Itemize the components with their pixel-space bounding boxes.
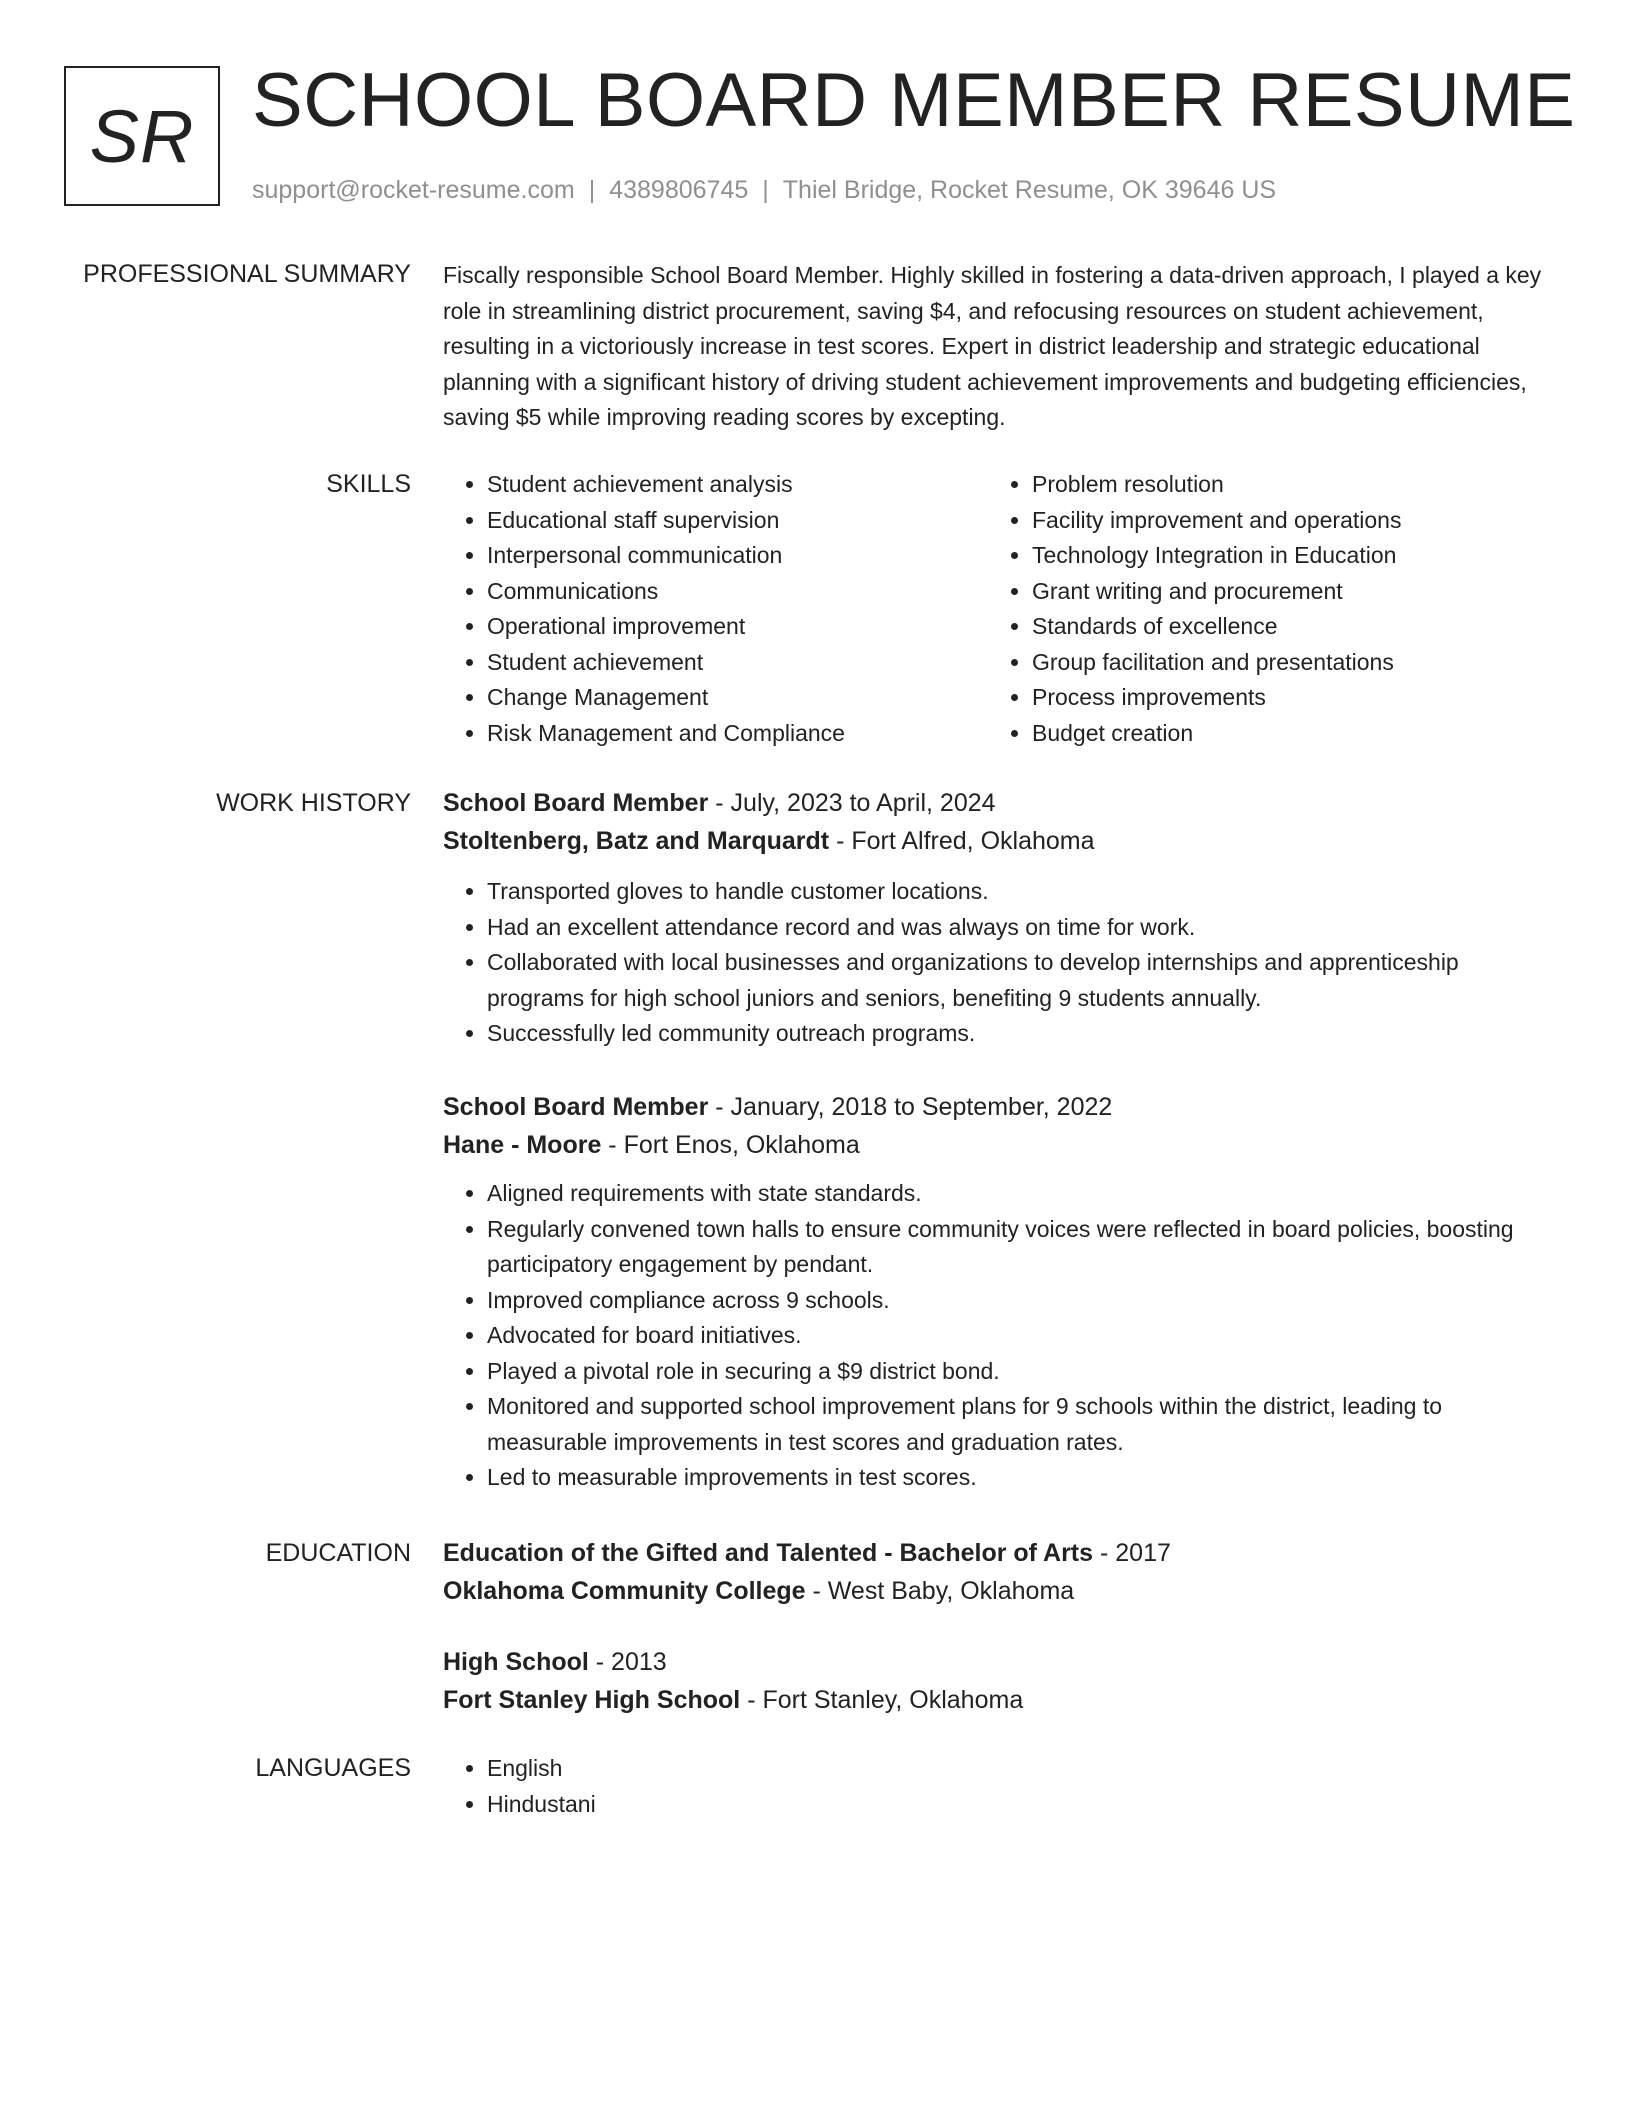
job-title-line: [443, 784, 1553, 822]
education-heading: EDUCATION: [265, 1539, 411, 1567]
skill-item: • Student achievement: [487, 645, 988, 681]
job-bullet: • Had an excellent attendance record and was always on time for work.: [487, 910, 1553, 946]
skill-item: • Change Management: [487, 680, 988, 716]
job-bullet: • Transported gloves to handle customer locations.: [487, 874, 1553, 910]
education-degree-line: [443, 1643, 1553, 1681]
job-bullets: [443, 1176, 1553, 1496]
job-company-line: [443, 822, 1553, 860]
job-bullet: • Monitored and supported school improvement plans for 9 schools within the district, leading to measurable improvements in test scores and graduation rates.: [487, 1389, 1553, 1460]
skill-item: • Standards of excellence: [1032, 609, 1533, 645]
education-degree: Education of the Gifted and Talented - Bachelor of Arts: [443, 1539, 1094, 1567]
skills-list-right: [988, 467, 1533, 751]
contact-address: Thiel Bridge, Rocket Resume, OK 39646 US: [782, 176, 1277, 204]
skill-item: • Educational staff supervision: [487, 503, 988, 539]
contact-line: [252, 174, 1276, 206]
job-bullet: • Advocated for board initiatives.: [487, 1318, 1553, 1354]
education-entry: [443, 1534, 1553, 1610]
job-dates: - January, 2018 to September, 2022: [708, 1093, 1113, 1121]
skill-item: • Process improvements: [1032, 680, 1533, 716]
education-location: - West Baby, Oklahoma: [805, 1577, 1075, 1605]
job-company-line: [443, 1126, 1553, 1164]
job-dates: - July, 2023 to April, 2024: [708, 789, 996, 817]
resume-title: SCHOOL BOARD MEMBER RESUME: [252, 58, 1576, 143]
skills-heading: SKILLS: [326, 470, 411, 498]
skill-item: • Risk Management and Compliance: [487, 716, 988, 752]
skill-item: • Communications: [487, 574, 988, 610]
education-degree-line: [443, 1534, 1553, 1572]
contact-email: support@rocket-resume.com: [252, 176, 575, 204]
job-entry: [443, 784, 1553, 1052]
education-entry: [443, 1643, 1553, 1719]
job-bullet: • Regularly convened town halls to ensure community voices were reflected in board policies, boosting participatory engagement by pendant.: [487, 1212, 1553, 1283]
job-bullet: • Led to measurable improvements in test scores.: [487, 1460, 1553, 1496]
contact-separator: |: [762, 176, 769, 204]
education-school: Oklahoma Community College: [443, 1577, 806, 1605]
skill-item: • Grant writing and procurement: [1032, 574, 1533, 610]
education-school-line: [443, 1572, 1553, 1610]
education-year: - 2017: [1093, 1539, 1171, 1567]
job-bullet: • Played a pivotal role in securing a $9 district bond.: [487, 1354, 1553, 1390]
skills-list-left: [443, 467, 988, 751]
job-title-line: [443, 1088, 1553, 1126]
education-location: - Fort Stanley, Oklahoma: [740, 1686, 1024, 1714]
monogram-initials: SR: [89, 94, 195, 178]
job-title: School Board Member: [443, 789, 709, 817]
language-item: • English: [487, 1751, 1553, 1787]
job-company: Hane - Moore: [443, 1131, 602, 1159]
skill-item: • Facility improvement and operations: [1032, 503, 1533, 539]
job-title: School Board Member: [443, 1093, 709, 1121]
education-school-line: [443, 1681, 1553, 1719]
contact-separator: |: [588, 176, 596, 204]
skill-item: • Group facilitation and presentations: [1032, 645, 1533, 681]
summary-heading: PROFESSIONAL SUMMARY: [83, 260, 411, 288]
job-location: - Fort Enos, Oklahoma: [601, 1131, 860, 1159]
contact-phone: 4389806745: [609, 176, 749, 204]
skill-item: • Technology Integration in Education: [1032, 538, 1533, 574]
monogram-box: [64, 66, 220, 206]
job-bullet: • Collaborated with local businesses and organizations to develop internships and apprenticeship programs for high school juniors and seniors, benefiting 9 students annually.: [487, 945, 1553, 1016]
skill-item: • Interpersonal communication: [487, 538, 988, 574]
languages-heading: LANGUAGES: [255, 1754, 411, 1782]
job-bullet: • Improved compliance across 9 schools.: [487, 1283, 1553, 1319]
job-company: Stoltenberg, Batz and Marquardt: [443, 827, 830, 855]
education-school: Fort Stanley High School: [443, 1686, 741, 1714]
languages-list: [443, 1751, 1553, 1822]
education-year: - 2013: [588, 1648, 667, 1676]
skill-item: • Problem resolution: [1032, 467, 1533, 503]
skill-item: • Student achievement analysis: [487, 467, 988, 503]
education-degree: High School: [443, 1648, 589, 1676]
job-location: - Fort Alfred, Oklahoma: [829, 827, 1095, 855]
job-bullet: • Successfully led community outreach programs.: [487, 1016, 1553, 1052]
job-entry: [443, 1088, 1553, 1496]
skill-item: • Budget creation: [1032, 716, 1533, 752]
job-bullets: [443, 874, 1553, 1052]
job-bullet: • Aligned requirements with state standards.: [487, 1176, 1553, 1212]
language-item: • Hindustani: [487, 1787, 1553, 1823]
skill-item: • Operational improvement: [487, 609, 988, 645]
summary-text: Fiscally responsible School Board Member. Highly skilled in fostering a data-driven approach, I played a key role in streamlining district procurement, saving $4, and refocusing resources on student achievement, resulting in a victoriously increase in test scores. Expert in district leadership and strategic educational planning with a significant history of driving student achievement improvements and budgeting efficiencies, saving $5 while improving reading scores by excepting.: [443, 262, 1542, 430]
work-history-heading: WORK HISTORY: [216, 789, 411, 817]
